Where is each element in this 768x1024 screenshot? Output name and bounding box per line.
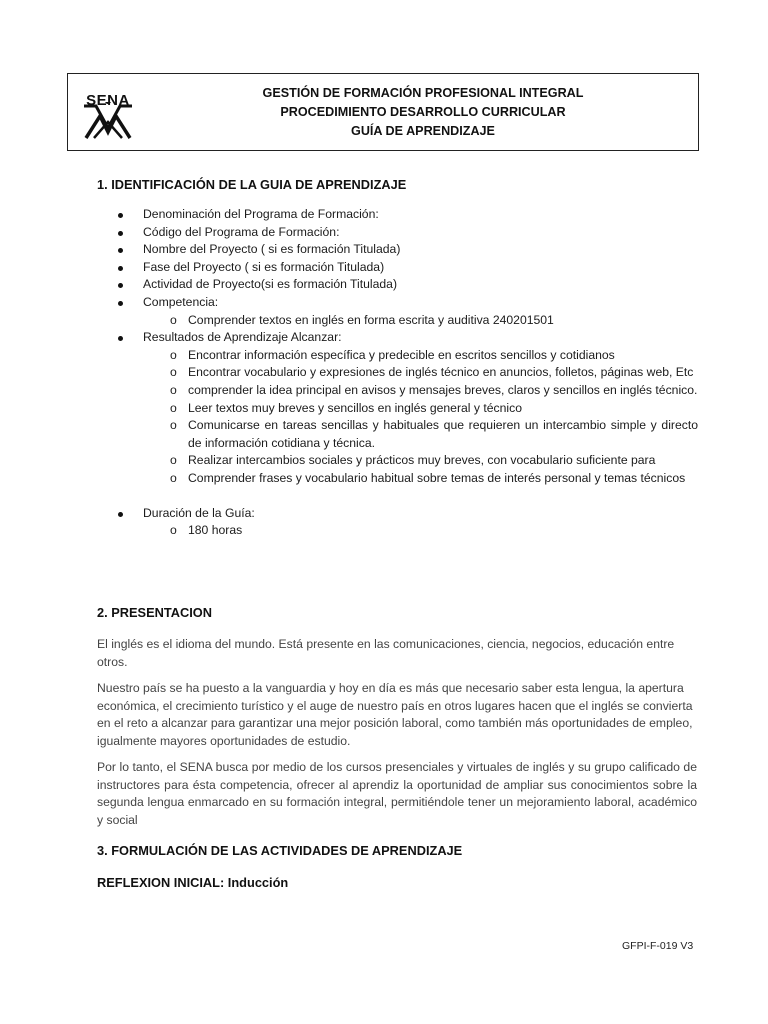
sub-list-item-text: Comprender frases y vocabulario habitual sobre temas de interés personal y temas técnicos <box>188 470 686 485</box>
bullet-icon <box>118 213 123 218</box>
sub-list-item-text: Leer textos muy breves y sencillos en inglés general y técnico <box>188 400 522 415</box>
header-title-1: GESTIÓN DE FORMACIÓN PROFESIONAL INTEGRAL <box>262 86 584 100</box>
sub-list-item-text: Comprender textos en inglés en forma escrita y auditiva 240201501 <box>188 312 554 327</box>
section-1-heading: 1. IDENTIFICACIÓN DE LA GUIA DE APRENDIZAJE <box>97 177 407 192</box>
sub-list-item <box>118 312 698 330</box>
bullet-icon <box>118 283 123 288</box>
section-3-heading: 3. FORMULACIÓN DE LAS ACTIVIDADES DE APRENDIZAJE <box>97 843 463 858</box>
sub-list-item <box>118 400 698 418</box>
sub-bullet-icon: o <box>170 347 177 362</box>
presentation-paragraph-1: El inglés es el idioma del mundo. Está presente en las comunicaciones, ciencia, negocios, educación entre otros. <box>97 637 675 669</box>
sub-bullet-icon: o <box>170 523 177 538</box>
list-item <box>118 241 698 259</box>
section-3-subheading: REFLEXION INICIAL: Inducción <box>97 875 289 890</box>
list-item <box>118 276 698 294</box>
bullet-icon <box>118 248 123 253</box>
sub-list-item-text: Encontrar información específica y predecible en escritos sencillos y cotidianos <box>188 347 615 362</box>
sub-list-item-text: comprender la idea principal en avisos y mensajes breves, claros y sencillos en inglés técnico. <box>188 382 698 397</box>
list-item <box>118 294 698 312</box>
list-item-text: Actividad de Proyecto(si es formación Titulada) <box>143 277 398 292</box>
document-header <box>67 73 699 151</box>
presentation-paragraph-3: Por lo tanto, el SENA busca por medio de los cursos presenciales y virtuales de inglés y su grupo calificado de instructores para ésta competencia, ofrecer al aprendiz la oportunidad de ampliar sus conocimientos sobre la segunda lengua enmarcado en su formación integral, permitiéndole tener un mejoramiento laboral, académico y social <box>97 760 697 827</box>
sub-list-item <box>118 417 698 452</box>
header-titles <box>148 84 698 141</box>
sub-list-item <box>118 382 698 400</box>
bullet-icon <box>118 512 123 517</box>
sub-list-item-text: Realizar intercambios sociales y prácticos muy breves, con vocabulario suficiente para <box>188 453 656 468</box>
list-item-text: Competencia: <box>143 294 219 309</box>
sub-list-item <box>118 470 698 488</box>
bullet-icon <box>118 336 123 341</box>
document-code: GFPI-F-019 V3 <box>622 940 694 952</box>
sub-bullet-icon: o <box>170 453 177 468</box>
list-item <box>118 259 698 277</box>
header-title-3: GUÍA DE APRENDIZAJE <box>351 124 495 138</box>
bullet-icon <box>118 231 123 236</box>
list-item-text: Fase del Proyecto ( si es formación Titulada) <box>143 259 385 274</box>
section-2-heading: 2. PRESENTACION <box>97 605 212 620</box>
list-item <box>118 206 698 224</box>
sub-bullet-icon: o <box>170 400 177 415</box>
identification-list <box>118 206 698 540</box>
sub-list-item-text: Comunicarse en tareas sencillas y habituales que requieren un intercambio simple y directo de información cotidiana y técnica. <box>188 418 698 450</box>
bullet-icon <box>118 301 123 306</box>
list-item-text: Resultados de Aprendizaje Alcanzar: <box>143 330 342 345</box>
list-item-text: Duración de la Guía: <box>143 505 255 520</box>
sub-list-item <box>118 522 698 540</box>
list-item <box>118 505 698 523</box>
list-item-text: Denominación del Programa de Formación: <box>143 207 379 221</box>
sub-list-item <box>118 364 698 382</box>
sub-bullet-icon: o <box>170 470 177 485</box>
header-title-2: PROCEDIMIENTO DESARROLLO CURRICULAR <box>280 105 566 119</box>
sub-list-item-text: Encontrar vocabulario y expresiones de inglés técnico en anuncios, folletos, páginas web, Etc <box>188 365 694 380</box>
sub-list-item <box>118 347 698 365</box>
list-item-text: Nombre del Proyecto ( si es formación Titulada) <box>143 242 401 257</box>
list-item <box>118 329 698 347</box>
sub-bullet-icon: o <box>170 418 177 433</box>
sena-logo-icon <box>78 102 138 142</box>
sub-list-item <box>118 452 698 470</box>
sub-bullet-icon: o <box>170 312 177 327</box>
bullet-icon <box>118 266 123 271</box>
list-item <box>118 224 698 242</box>
sena-logo <box>78 92 138 142</box>
sub-bullet-icon: o <box>170 382 177 397</box>
sena-logo-text: SENA <box>86 92 130 109</box>
sub-list-item-text: 180 horas <box>188 523 243 538</box>
presentation-paragraph-2: Nuestro país se ha puesto a la vanguardia y hoy en día es más que necesario saber esta lengua, la apertura económica, el crecimiento turístico y el auge de nuestro país en otros lugares hacen que el inglés se convierta en el reto a alcanzar para garantizar una mejor posición laboral, como también más oportunidades de empleo, igualmente mayores oportunidades de estudio. <box>97 681 693 748</box>
list-item-text: Código del Programa de Formación: <box>143 224 340 239</box>
sub-bullet-icon: o <box>170 365 177 380</box>
